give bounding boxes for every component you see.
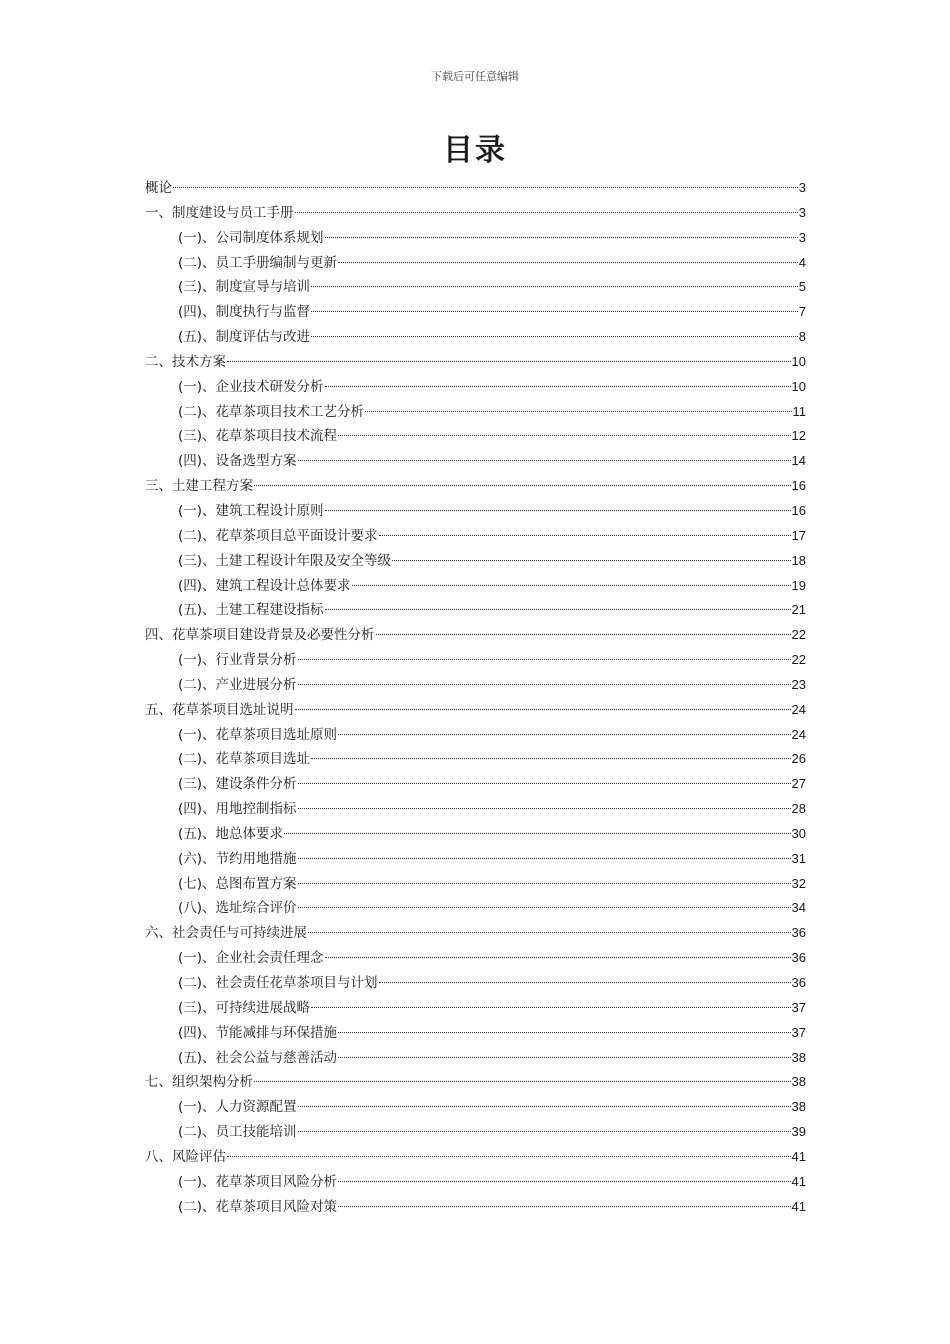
toc-dot-leader <box>298 808 791 809</box>
page-title: 目录 <box>443 133 507 168</box>
toc-dot-leader <box>311 336 798 337</box>
toc-entry-page-number: 12 <box>791 428 806 444</box>
toc-entry[interactable] <box>145 673 806 698</box>
toc-dot-leader <box>173 187 798 188</box>
toc-entry[interactable] <box>145 549 806 574</box>
toc-entry[interactable] <box>145 921 806 946</box>
toc-entry-label: (一)、行业背景分析 <box>178 652 297 669</box>
toc-dot-leader <box>338 1206 790 1207</box>
toc-entry-page-number: 21 <box>791 602 806 618</box>
toc-entry[interactable] <box>145 1120 806 1145</box>
toc-entry-label: (三)、建设条件分析 <box>178 776 297 793</box>
toc-dot-leader <box>379 535 791 536</box>
toc-entry-page-number: 17 <box>791 527 806 543</box>
toc-dot-leader <box>311 311 798 312</box>
toc-entry-label: (二)、花草茶项目风险对策 <box>178 1198 338 1215</box>
toc-entry-label: 四、花草茶项目建设背景及必要性分析 <box>145 627 375 644</box>
toc-entry[interactable] <box>145 524 806 549</box>
toc-entry-label: (八)、选址综合评价 <box>178 900 297 917</box>
toc-entry-label: 五、花草茶项目选址说明 <box>145 701 294 718</box>
toc-entry-page-number: 36 <box>791 950 806 966</box>
toc-entry[interactable] <box>145 896 806 921</box>
toc-entry-page-number: 22 <box>791 652 806 668</box>
toc-entry-label: (四)、节能减排与环保措施 <box>178 1024 338 1041</box>
toc-entry-label: (三)、可持续进展战略 <box>178 999 311 1016</box>
toc-entry[interactable] <box>145 747 806 772</box>
toc-entry-page-number: 36 <box>791 975 806 990</box>
toc-entry[interactable] <box>145 971 806 996</box>
toc-dot-leader <box>365 411 791 412</box>
toc-dot-leader <box>325 510 791 511</box>
toc-entry[interactable] <box>145 772 806 797</box>
toc-dot-leader <box>311 1007 790 1008</box>
toc-dot-leader <box>298 858 791 859</box>
toc-entry[interactable] <box>145 723 806 748</box>
toc-entry-label: (三)、制度宣导与培训 <box>178 279 311 296</box>
toc-entry-label: (二)、员工技能培训 <box>178 1124 297 1141</box>
toc-dot-leader <box>308 932 791 933</box>
toc-entry-label: (四)、制度执行与监督 <box>178 304 311 321</box>
toc-entry[interactable] <box>145 822 806 847</box>
toc-entry-label: 一、制度建设与员工手册 <box>145 204 294 221</box>
toc-dot-leader <box>298 460 791 461</box>
toc-dot-leader <box>325 957 791 958</box>
toc-entry[interactable] <box>145 1070 806 1095</box>
toc-entry-label: (三)、土建工程设计年限及安全等级 <box>178 552 392 569</box>
toc-entry[interactable] <box>145 275 806 300</box>
toc-dot-leader <box>298 659 791 660</box>
toc-entry[interactable] <box>145 226 806 251</box>
toc-entry[interactable] <box>145 449 806 474</box>
toc-entry-label: 三、土建工程方案 <box>145 478 253 495</box>
toc-dot-leader <box>298 1106 791 1107</box>
toc-entry-label: (一)、花草茶项目风险分析 <box>178 1173 338 1190</box>
toc-dot-leader <box>298 907 791 908</box>
toc-dot-leader <box>227 1156 791 1157</box>
toc-entry-page-number: 5 <box>798 279 806 295</box>
toc-entry[interactable] <box>145 251 806 276</box>
toc-entry-page-number: 31 <box>791 850 806 866</box>
toc-entry[interactable] <box>145 598 806 623</box>
toc-dot-leader <box>338 1181 790 1182</box>
toc-entry[interactable] <box>145 623 806 648</box>
toc-entry-label: (五)、地总体要求 <box>178 825 284 842</box>
toc-entry-page-number: 38 <box>791 1074 806 1090</box>
toc-dot-leader <box>338 435 790 436</box>
toc-entry-page-number: 3 <box>798 204 806 220</box>
toc-dot-leader <box>227 361 791 362</box>
toc-entry[interactable] <box>145 797 806 822</box>
toc-entry-page-number: 32 <box>791 875 806 891</box>
toc-entry[interactable] <box>145 300 806 325</box>
toc-entry-label: (五)、社会公益与慈善活动 <box>178 1049 338 1066</box>
toc-entry-label: (二)、产业进展分析 <box>178 676 297 693</box>
toc-dot-leader <box>295 709 791 710</box>
toc-entry-page-number: 41 <box>791 1198 806 1214</box>
toc-entry[interactable] <box>145 946 806 971</box>
toc-entry[interactable] <box>145 325 806 350</box>
toc-entry[interactable] <box>145 1021 806 1046</box>
toc-entry-label: (二)、花草茶项目技术工艺分析 <box>178 403 365 420</box>
toc-entry-label: 二、技术方案 <box>145 353 226 370</box>
toc-dot-leader <box>325 237 798 238</box>
toc-entry-label: (二)、员工手册编制与更新 <box>178 254 338 271</box>
toc-dot-leader <box>376 634 791 635</box>
toc-entry[interactable] <box>145 400 806 425</box>
toc-dot-leader <box>298 1131 791 1132</box>
toc-dot-leader <box>338 1057 790 1058</box>
toc-entry-label: (二)、花草茶项目总平面设计要求 <box>178 527 378 544</box>
toc-entry-label: (四)、建筑工程设计总体要求 <box>178 577 351 594</box>
toc-entry-label: 八、风险评估 <box>145 1148 226 1165</box>
toc-entry-label: 六、社会责任与可持续进展 <box>145 925 307 942</box>
toc-entry-label: (六)、节约用地措施 <box>178 850 297 867</box>
toc-entry[interactable] <box>145 847 806 872</box>
toc-entry-label: (一)、企业技术研发分析 <box>178 378 324 395</box>
toc-entry[interactable] <box>145 648 806 673</box>
toc-dot-leader <box>352 585 791 586</box>
toc-entry[interactable] <box>145 201 806 226</box>
toc-entry-page-number: 24 <box>791 726 806 742</box>
toc-entry-page-number: 18 <box>791 552 806 568</box>
toc-entry-page-number: 10 <box>791 353 806 369</box>
toc-dot-leader <box>338 262 798 263</box>
toc-entry-label: (三)、花草茶项目技术流程 <box>178 428 338 445</box>
toc-entry-page-number: 41 <box>791 1148 806 1164</box>
toc-entry-label: (五)、制度评估与改进 <box>178 329 311 346</box>
toc-entry-label: (四)、用地控制指标 <box>178 801 297 818</box>
toc-dot-leader <box>325 609 791 610</box>
toc-entry-page-number: 8 <box>798 329 806 345</box>
toc-entry-page-number: 30 <box>791 825 806 841</box>
toc-dot-leader <box>298 783 791 784</box>
toc-entry[interactable] <box>145 176 806 201</box>
header-note: 下载后可任意编辑 <box>431 70 519 83</box>
toc-entry-page-number: 37 <box>791 999 806 1015</box>
toc-entry-page-number: 37 <box>791 1024 806 1040</box>
toc-entry-page-number: 3 <box>798 229 806 245</box>
toc-entry[interactable] <box>145 1170 806 1195</box>
toc-entry[interactable] <box>145 1195 806 1220</box>
toc-entry[interactable] <box>145 1095 806 1120</box>
toc-entry-page-number: 16 <box>791 502 806 518</box>
toc-entry-page-number: 11 <box>792 403 806 419</box>
toc-entry-page-number: 19 <box>791 577 806 593</box>
toc-dot-leader <box>379 982 791 983</box>
toc-dot-leader <box>298 883 791 884</box>
toc-dot-leader <box>338 1032 790 1033</box>
toc-dot-leader <box>311 758 790 759</box>
toc-entry-label: (五)、土建工程建设指标 <box>178 602 324 619</box>
toc-entry[interactable] <box>145 375 806 400</box>
toc-dot-leader <box>254 485 791 486</box>
toc-entry-label: 概论 <box>145 180 172 196</box>
toc-entry-label: (一)、公司制度体系规划 <box>178 229 324 246</box>
toc-entry[interactable] <box>145 698 806 723</box>
toc-entry-page-number: 36 <box>791 925 806 941</box>
toc-entry-page-number: 3 <box>798 180 806 195</box>
toc-entry[interactable] <box>145 1046 806 1071</box>
toc-entry[interactable] <box>145 996 806 1021</box>
toc-entry[interactable] <box>145 499 806 524</box>
toc-entry-page-number: 4 <box>798 254 806 270</box>
table-of-contents <box>145 176 806 1219</box>
toc-dot-leader <box>298 684 791 685</box>
toc-entry[interactable] <box>145 350 806 375</box>
toc-dot-leader <box>392 560 790 561</box>
toc-entry-page-number: 23 <box>791 676 806 692</box>
toc-entry-page-number: 26 <box>791 751 806 767</box>
toc-entry-label: (一)、花草茶项目选址原则 <box>178 726 338 743</box>
toc-entry-label: (二)、社会责任花草茶项目与计划 <box>178 975 378 991</box>
toc-dot-leader <box>284 833 790 834</box>
toc-entry[interactable] <box>145 872 806 897</box>
toc-entry-page-number: 22 <box>791 627 806 643</box>
toc-entry-page-number: 39 <box>791 1124 806 1140</box>
toc-entry-page-number: 38 <box>791 1099 806 1115</box>
toc-entry-page-number: 24 <box>791 701 806 717</box>
toc-entry-page-number: 41 <box>791 1173 806 1189</box>
toc-entry[interactable] <box>145 424 806 449</box>
toc-entry-page-number: 14 <box>791 453 806 469</box>
toc-entry-page-number: 7 <box>798 304 806 320</box>
toc-entry-page-number: 34 <box>791 900 806 916</box>
toc-entry-label: 七、组织架构分析 <box>145 1074 253 1091</box>
toc-dot-leader <box>254 1081 791 1082</box>
toc-dot-leader <box>325 386 791 387</box>
toc-entry-page-number: 10 <box>791 378 806 394</box>
toc-entry[interactable] <box>145 474 806 499</box>
toc-entry-label: (四)、设备选型方案 <box>178 453 297 470</box>
toc-entry-label: (七)、总图布置方案 <box>178 875 297 892</box>
toc-entry-page-number: 16 <box>791 478 806 494</box>
toc-entry-page-number: 38 <box>791 1049 806 1065</box>
toc-entry-page-number: 28 <box>791 801 806 817</box>
toc-entry[interactable] <box>145 1145 806 1170</box>
toc-entry[interactable] <box>145 574 806 599</box>
toc-entry-label: (二)、花草茶项目选址 <box>178 751 311 768</box>
toc-entry-label: (一)、企业社会责任理念 <box>178 950 324 967</box>
toc-entry-label: (一)、人力资源配置 <box>178 1099 297 1116</box>
toc-entry-label: (一)、建筑工程设计原则 <box>178 502 324 519</box>
toc-dot-leader <box>311 286 798 287</box>
toc-dot-leader <box>338 734 790 735</box>
toc-entry-page-number: 27 <box>791 776 806 792</box>
toc-dot-leader <box>295 212 798 213</box>
